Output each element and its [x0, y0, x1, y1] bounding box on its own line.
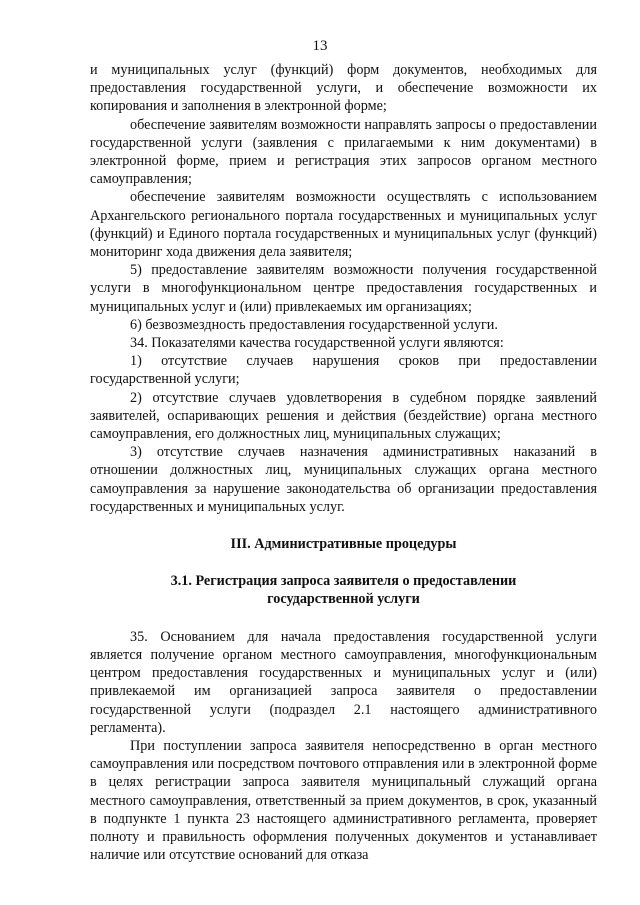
paragraphs-before	[90, 61, 597, 516]
document-body	[90, 61, 597, 864]
paragraph: 6) безвозмездность предоставления государственной услуги.	[130, 316, 498, 333]
paragraph: 5) предоставление заявителям возможности получения государственной услуги в многофункциональном центре предоставления государственных и муниципальных услуг и (или) привлекаемых им организациях;	[90, 262, 597, 315]
paragraph: обеспечение заявителям возможности осуществлять с использованием Архангельского регионального портала государственных и муниципальных услуг (функций) и Единого портала государственных и муниципальных услуг (функций) мониторинг хода движения дела заявителя;	[90, 189, 597, 261]
paragraph: 2) отсутствие случаев удовлетворения в судебном порядке заявлений заявителей, оспаривающих решения и действия (бездействие) органа местного самоуправления, его должностных лиц, муниципальных служащих;	[90, 389, 597, 443]
subsection-heading-line: 3.1. Регистрация запроса заявителя о предоставлении	[170, 573, 517, 590]
paragraph: 35. Основанием для начала предоставления государственной услуги является получение органом местного самоуправления, многофункциональным центром предоставления государственных и муниципальных услуг и (или) привлекаемой им организацией запроса заявителя о предоставлении государственной услуги (подраздел 2.1 настоящего административного регламента).	[90, 628, 597, 736]
paragraph: обеспечение заявителям возможности направлять запросы о предоставлении государственной услуги (заявления с прилагаемыми к ним документами) в электронной форме, прием и регистрация этих запросов органом местного самоуправления;	[90, 116, 597, 188]
page-number: 13	[312, 38, 328, 54]
paragraph: 1) отсутствие случаев нарушения сроков при предоставлении государственной услуги;	[90, 353, 597, 388]
paragraph: 34. Показателями качества государственной услуги являются:	[130, 335, 504, 352]
paragraph: и муниципальных услуг (функций) форм документов, необходимых для предоставления государственной услуги, и обеспечение возможности их копирования и заполнения в электронной форме;	[90, 62, 597, 115]
subsection-heading	[90, 572, 597, 608]
paragraph: При поступлении запроса заявителя непосредственно в орган местного самоуправления или посредством почтового отправления или в электронной форме в целях регистрации запроса заявителя муниципальный служащий органа местного самоуправления, ответственный за прием документов, в срок, указанный в подпункте 1 пункта 23 настоящего административного регламента, проверяет полноту и правильность оформления полученных документов и устанавливает наличие или отсутствие оснований для отказа	[90, 737, 597, 864]
subsection-heading-line: государственной услуги	[267, 591, 420, 608]
paragraphs-after	[90, 628, 597, 865]
paragraph: 3) отсутствие случаев назначения административных наказаний в отношении должностных лиц, муниципальных служащих органа местного самоуправления за нарушение законодательства об организации предоставления государственных и муниципальных услуг.	[90, 444, 597, 515]
section-heading: III. Административные процедуры	[230, 536, 457, 553]
